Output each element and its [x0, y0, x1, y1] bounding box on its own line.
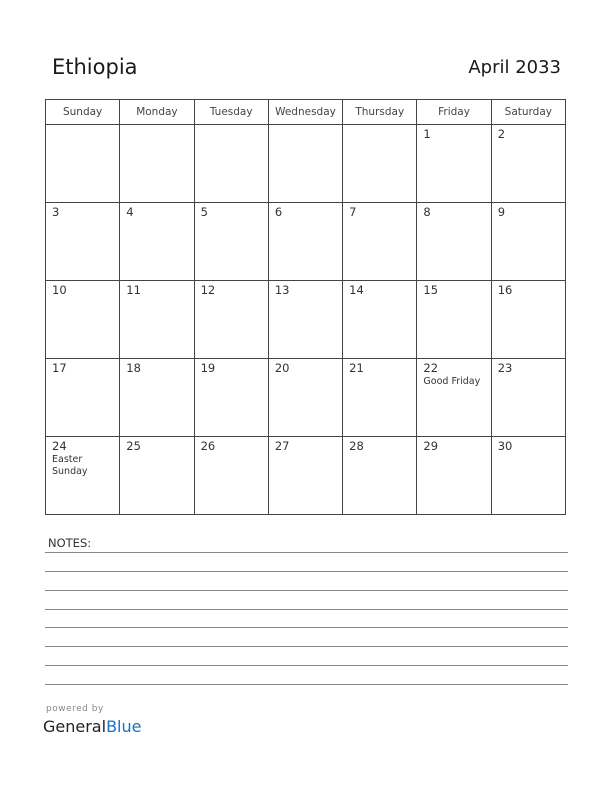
day-number: 23 [497, 361, 513, 375]
day-number: 21 [349, 361, 364, 375]
day-cell [417, 125, 491, 203]
day-cell [343, 437, 417, 515]
week-row [46, 281, 566, 359]
day-number: 2 [497, 127, 506, 141]
day-cell [194, 125, 268, 203]
logo-general-text: General [43, 717, 107, 736]
note-line [45, 590, 568, 591]
weekday-header: Wednesday [268, 100, 342, 125]
day-number: 30 [497, 439, 513, 453]
day-cell [491, 359, 565, 437]
note-line [45, 627, 568, 628]
holiday-label: Easter Sunday [52, 454, 88, 477]
day-number: 19 [200, 361, 216, 375]
powered-by-text: powered by [46, 704, 104, 714]
day-number: 11 [126, 283, 141, 297]
day-cell [120, 437, 194, 515]
day-number: 8 [423, 205, 431, 219]
day-number: 12 [200, 283, 216, 297]
weekday-header: Tuesday [194, 100, 268, 125]
note-line [45, 571, 568, 572]
day-number: 18 [126, 361, 141, 375]
day-cell [268, 359, 342, 437]
note-line [45, 684, 568, 685]
week-row [46, 125, 566, 203]
weekday-header-row [46, 100, 566, 125]
day-cell [268, 203, 342, 281]
day-number: 14 [349, 283, 364, 297]
day-number: 24 [52, 439, 67, 453]
day-cell [268, 437, 342, 515]
note-line [45, 646, 568, 647]
day-cell [343, 125, 417, 203]
day-number: 25 [126, 439, 141, 453]
day-cell [120, 281, 194, 359]
day-cell [120, 125, 194, 203]
day-number: 15 [423, 283, 439, 297]
generalblue-logo [43, 717, 141, 736]
day-number: 26 [200, 439, 216, 453]
logo-blue-text: Blue [106, 717, 142, 736]
calendar-grid [45, 99, 566, 515]
day-cell [194, 437, 268, 515]
day-cell [417, 437, 491, 515]
note-line [45, 552, 568, 553]
day-cell [46, 359, 120, 437]
day-number: 13 [274, 283, 290, 297]
day-number: 1 [423, 127, 431, 141]
holiday-label: Good Friday [423, 376, 481, 387]
day-cell [268, 281, 342, 359]
day-number: 29 [423, 439, 439, 453]
day-cell [120, 203, 194, 281]
weekday-header: Saturday [491, 100, 565, 125]
day-cell [120, 359, 194, 437]
day-cell [491, 125, 565, 203]
day-cell [417, 281, 491, 359]
day-number: 4 [126, 205, 134, 219]
country-title: Ethiopia [52, 55, 138, 79]
day-number: 3 [52, 205, 60, 219]
day-number: 22 [423, 361, 439, 375]
week-row [46, 437, 566, 515]
note-line [45, 665, 568, 666]
day-number: 28 [349, 439, 364, 453]
day-cell [46, 203, 120, 281]
day-cell [194, 359, 268, 437]
day-cell [194, 203, 268, 281]
day-cell [491, 281, 565, 359]
weekday-header: Friday [417, 100, 491, 125]
day-cell [343, 359, 417, 437]
day-number: 17 [52, 361, 67, 375]
day-cell [491, 437, 565, 515]
day-number: 10 [52, 283, 67, 297]
note-line [45, 609, 568, 610]
week-row [46, 359, 566, 437]
day-number: 20 [274, 361, 290, 375]
weekday-header: Sunday [46, 100, 120, 125]
day-number: 6 [274, 205, 283, 219]
day-number: 16 [497, 283, 513, 297]
day-cell [46, 281, 120, 359]
day-cell [417, 359, 491, 437]
day-number: 7 [349, 205, 357, 219]
day-number: 27 [274, 439, 290, 453]
day-cell [194, 281, 268, 359]
notes-label: NOTES: [48, 536, 92, 550]
day-number: 9 [497, 205, 506, 219]
weekday-header: Thursday [343, 100, 417, 125]
month-year-title: April 2033 [468, 57, 561, 78]
day-cell [268, 125, 342, 203]
day-cell [343, 203, 417, 281]
weekday-header: Monday [120, 100, 194, 125]
week-row [46, 203, 566, 281]
day-cell [46, 437, 120, 515]
day-cell [46, 125, 120, 203]
day-cell [491, 203, 565, 281]
day-number: 5 [200, 205, 208, 219]
day-cell [417, 203, 491, 281]
day-cell [343, 281, 417, 359]
